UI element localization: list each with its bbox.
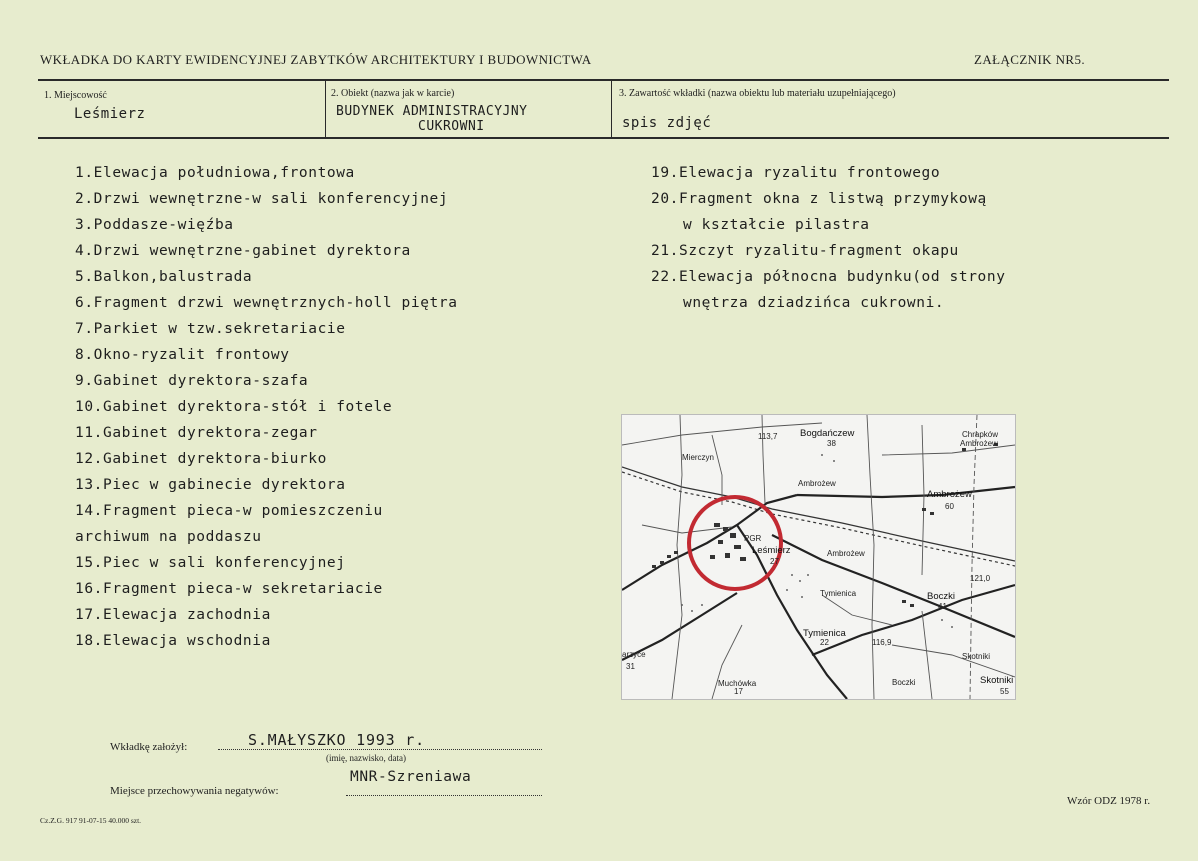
list-item: archiwum na poddaszu bbox=[75, 529, 262, 545]
form-pattern: Wzór ODZ 1978 r. bbox=[1067, 795, 1151, 807]
field-2-label: 2. Obiekt (nazwa jak w karcie) bbox=[331, 88, 455, 99]
map-label: 60 bbox=[945, 502, 954, 511]
map-drawing bbox=[622, 415, 1015, 699]
map-label: Muchówka bbox=[718, 679, 757, 688]
list-item: 11.Gabinet dyrektora-zegar bbox=[75, 425, 318, 441]
card-title: WKŁADKA DO KARTY EWIDENCYJNEJ ZABYTKÓW ARCHITEKTURY I BUDOWNICTWA bbox=[40, 52, 592, 67]
map-label: PGR bbox=[744, 534, 762, 543]
list-item: 17.Elewacja zachodnia bbox=[75, 607, 271, 623]
field-3-label: 3. Zawartość wkładki (nazwa obiektu lub materiału uzupełniającego) bbox=[619, 88, 896, 99]
list-item: 1.Elewacja południowa,frontowa bbox=[75, 165, 355, 181]
map-label: Ambrożew bbox=[827, 549, 865, 558]
map-label: Skotniki bbox=[962, 652, 991, 661]
list-item: 22.Elewacja północna budynku(od strony bbox=[651, 269, 1006, 285]
map-label: Skotniki bbox=[980, 675, 1014, 686]
map-label: Chrapków bbox=[962, 430, 999, 439]
founder-hint: (imię, nazwisko, data) bbox=[326, 753, 406, 763]
map-label: 31 bbox=[626, 662, 635, 671]
map-label: Ambrożew bbox=[927, 489, 972, 500]
storage-dotted-line bbox=[346, 795, 542, 796]
location-map bbox=[621, 414, 1016, 700]
storage-value: MNR-Szreniawa bbox=[350, 769, 472, 785]
map-label: 116,9 bbox=[872, 638, 892, 647]
list-item: 5.Balkon,balustrada bbox=[75, 269, 253, 285]
header-rule-top bbox=[38, 79, 1169, 81]
field-divider-1 bbox=[325, 81, 326, 137]
list-item: 6.Fragment drzwi wewnętrznych-holl piętra bbox=[75, 295, 458, 311]
map-label: Boczki bbox=[892, 678, 916, 687]
list-item: 20.Fragment okna z listwą przymykową bbox=[651, 191, 987, 207]
map-label: Bogdańczew bbox=[800, 428, 855, 439]
map-label: Tymienica bbox=[803, 628, 846, 639]
map-label: Tymienica bbox=[820, 589, 857, 598]
map-label: 38 bbox=[827, 439, 836, 448]
list-item: 21.Szczyt ryzalitu-fragment okapu bbox=[651, 243, 959, 259]
header-rule-bottom bbox=[38, 137, 1169, 139]
list-item: 7.Parkiet w tzw.sekretariacie bbox=[75, 321, 346, 337]
map-label: 121,0 bbox=[970, 574, 991, 583]
list-item: wnętrza dziadzińca cukrowni. bbox=[683, 295, 945, 311]
map-label: 27 bbox=[770, 557, 779, 566]
list-item: 10.Gabinet dyrektora-stół i fotele bbox=[75, 399, 393, 415]
field-3-value: spis zdjęć bbox=[622, 115, 712, 131]
list-item: 18.Elewacja wschodnia bbox=[75, 633, 271, 649]
list-item: 9.Gabinet dyrektora-szafa bbox=[75, 373, 309, 389]
map-label: Mierczyn bbox=[682, 453, 715, 462]
map-label: Boczki bbox=[927, 591, 955, 602]
list-item: w kształcie pilastra bbox=[683, 217, 870, 233]
list-item: 12.Gabinet dyrektora-biurko bbox=[75, 451, 327, 467]
list-item: 4.Drzwi wewnętrzne-gabinet dyrektora bbox=[75, 243, 411, 259]
map-label: 113,7 bbox=[758, 432, 778, 441]
field-divider-2 bbox=[611, 81, 612, 137]
map-label: Ambrożew bbox=[798, 479, 836, 488]
list-item: 15.Piec w sali konferencyjnej bbox=[75, 555, 346, 571]
field-1-label: 1. Miejscowość bbox=[44, 90, 107, 101]
map-label: 55 bbox=[1000, 687, 1009, 696]
field-1-value: Leśmierz bbox=[74, 106, 146, 122]
founder-value: S.MAŁYSZKO 1993 r. bbox=[248, 731, 425, 749]
map-label: 22 bbox=[820, 638, 829, 647]
list-item: 16.Fragment pieca-w sekretariacie bbox=[75, 581, 383, 597]
location-marker bbox=[689, 497, 781, 589]
map-label: 41 bbox=[938, 602, 947, 611]
map-label: Ambrożew bbox=[960, 439, 998, 448]
storage-label: Miejsce przechowywania negatywów: bbox=[110, 785, 279, 797]
map-label: Leśmierz bbox=[752, 545, 791, 556]
map-label: arzyce bbox=[622, 650, 646, 659]
field-2-value-line1: BUDYNEK ADMINISTRACYJNY bbox=[336, 104, 528, 119]
founder-dotted-line bbox=[218, 749, 542, 750]
attachment-number: ZAŁĄCZNIK NR5. bbox=[974, 52, 1086, 67]
founder-label: Wkładkę założył: bbox=[110, 741, 188, 753]
field-2-value-line2: CUKROWNI bbox=[418, 119, 485, 134]
print-info: Cz.Z.G. 917 91-07-15 40.000 szt. bbox=[40, 816, 142, 825]
list-item: 13.Piec w gabinecie dyrektora bbox=[75, 477, 346, 493]
list-item: 19.Elewacja ryzalitu frontowego bbox=[651, 165, 941, 181]
map-label: 17 bbox=[734, 687, 743, 696]
list-item: 8.Okno-ryzalit frontowy bbox=[75, 347, 290, 363]
list-item: 2.Drzwi wewnętrzne-w sali konferencyjnej bbox=[75, 191, 449, 207]
list-item: 3.Poddasze-więźba bbox=[75, 217, 234, 233]
list-item: 14.Fragment pieca-w pomieszczeniu bbox=[75, 503, 383, 519]
